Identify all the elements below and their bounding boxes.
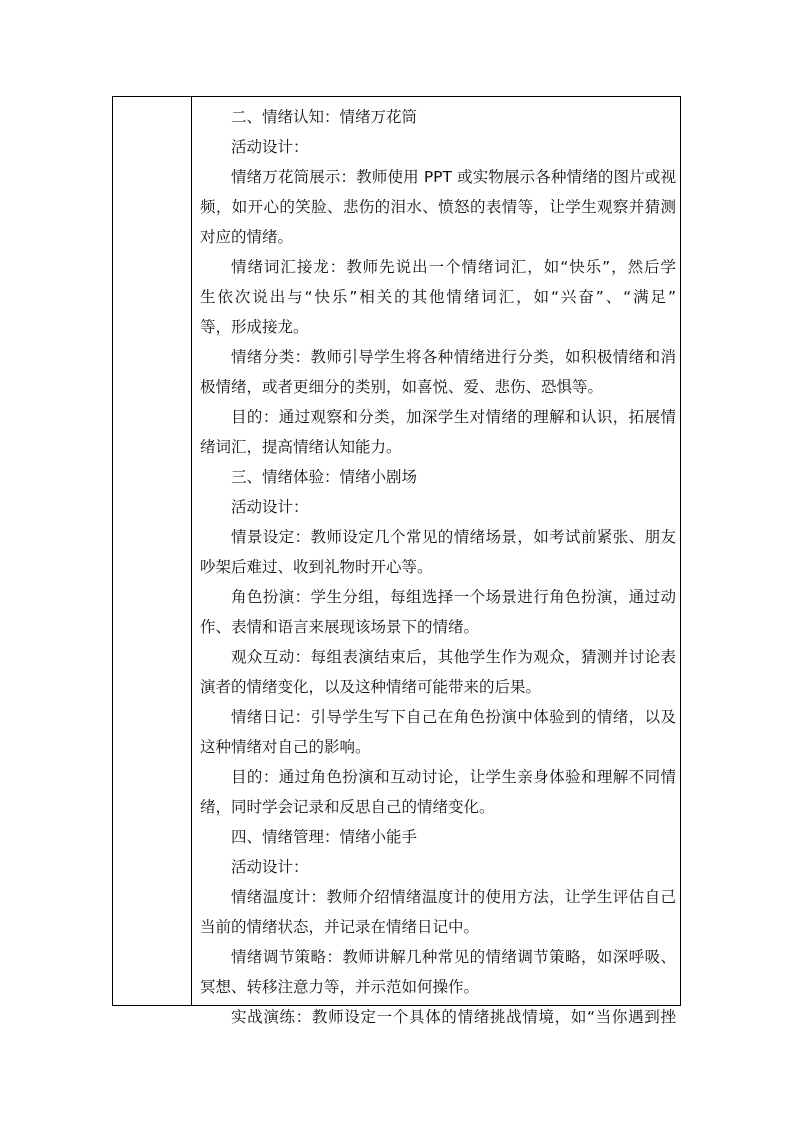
text-line: 角色扮演：学生分组，每组选择一个场景进行角色扮演，通过动	[231, 588, 676, 606]
lesson-table	[112, 96, 681, 1026]
text-line: 对应的情绪。	[200, 228, 294, 246]
text-line: 观众互动：每组表演结束后，其他学生作为观众，猜测并讨论表	[231, 648, 676, 666]
text-line: 情绪调节策略：教师讲解几种常见的情绪调节策略，如深呼吸、	[231, 948, 676, 966]
column-divider	[191, 97, 192, 1005]
text-line: 频，如开心的笑脸、悲伤的泪水、愤怒的表情等，让学生观察并猜测	[200, 198, 676, 216]
text-line: 作、表情和语言来展现该场景下的情绪。	[200, 618, 480, 636]
lesson-content-cell	[200, 102, 676, 1032]
text-line: 冥想、转移注意力等，并示范如何操作。	[200, 978, 480, 996]
text-line: 绪词汇，提高情绪认知能力。	[200, 438, 402, 456]
text-line: 这种情绪对自己的影响。	[200, 738, 371, 756]
text-line: 绪，同时学会记录和反思自己的情绪变化。	[200, 798, 495, 816]
text-line: 情景设定：教师设定几个常见的情绪场景，如考试前紧张、朋友	[231, 528, 676, 546]
text-line: 目的：通过角色扮演和互动讨论，让学生亲身体验和理解不同情	[231, 768, 676, 786]
text-line: 等，形成接龙。	[200, 318, 309, 336]
section-heading: 四、情绪管理：情绪小能手	[231, 828, 418, 846]
text-line: 极情绪，或者更细分的类别，如喜悦、爱、悲伤、恐惧等。	[200, 378, 604, 396]
text-line: 生依次说出与“快乐”相关的其他情绪词汇，如“兴奋”、“满足”	[200, 288, 676, 306]
text-line: 情绪分类：教师引导学生将各种情绪进行分类，如积极情绪和消	[231, 348, 676, 366]
section-heading: 三、情绪体验：情绪小剧场	[231, 468, 418, 486]
text-line: 演者的情绪变化，以及这种情绪可能带来的后果。	[200, 678, 542, 696]
text-line: 活动设计：	[231, 138, 309, 156]
text-line: 目的：通过观察和分类，加深学生对情绪的理解和认识，拓展情	[231, 408, 676, 426]
text-line: 活动设计：	[231, 858, 309, 876]
section-heading: 二、情绪认知：情绪万花筒	[231, 108, 418, 126]
text-line: 情绪日记：引导学生写下自己在角色扮演中体验到的情绪，以及	[231, 708, 676, 726]
text-line: 情绪万花筒展示：教师使用 PPT 或实物展示各种情绪的图片或视	[231, 168, 676, 186]
text-line: 情绪温度计：教师介绍情绪温度计的使用方法，让学生评估自己	[231, 888, 676, 906]
text-line: 情绪词汇接龙：教师先说出一个情绪词汇，如“快乐”，然后学	[231, 258, 676, 276]
text-line: 当前的情绪状态，并记录在情绪日记中。	[200, 918, 480, 936]
text-line: 吵架后难过、收到礼物时开心等。	[200, 558, 433, 576]
text-line: 活动设计：	[231, 498, 309, 516]
text-line: 实战演练：教师设定一个具体的情绪挑战情境，如“当你遇到挫	[231, 1008, 676, 1026]
